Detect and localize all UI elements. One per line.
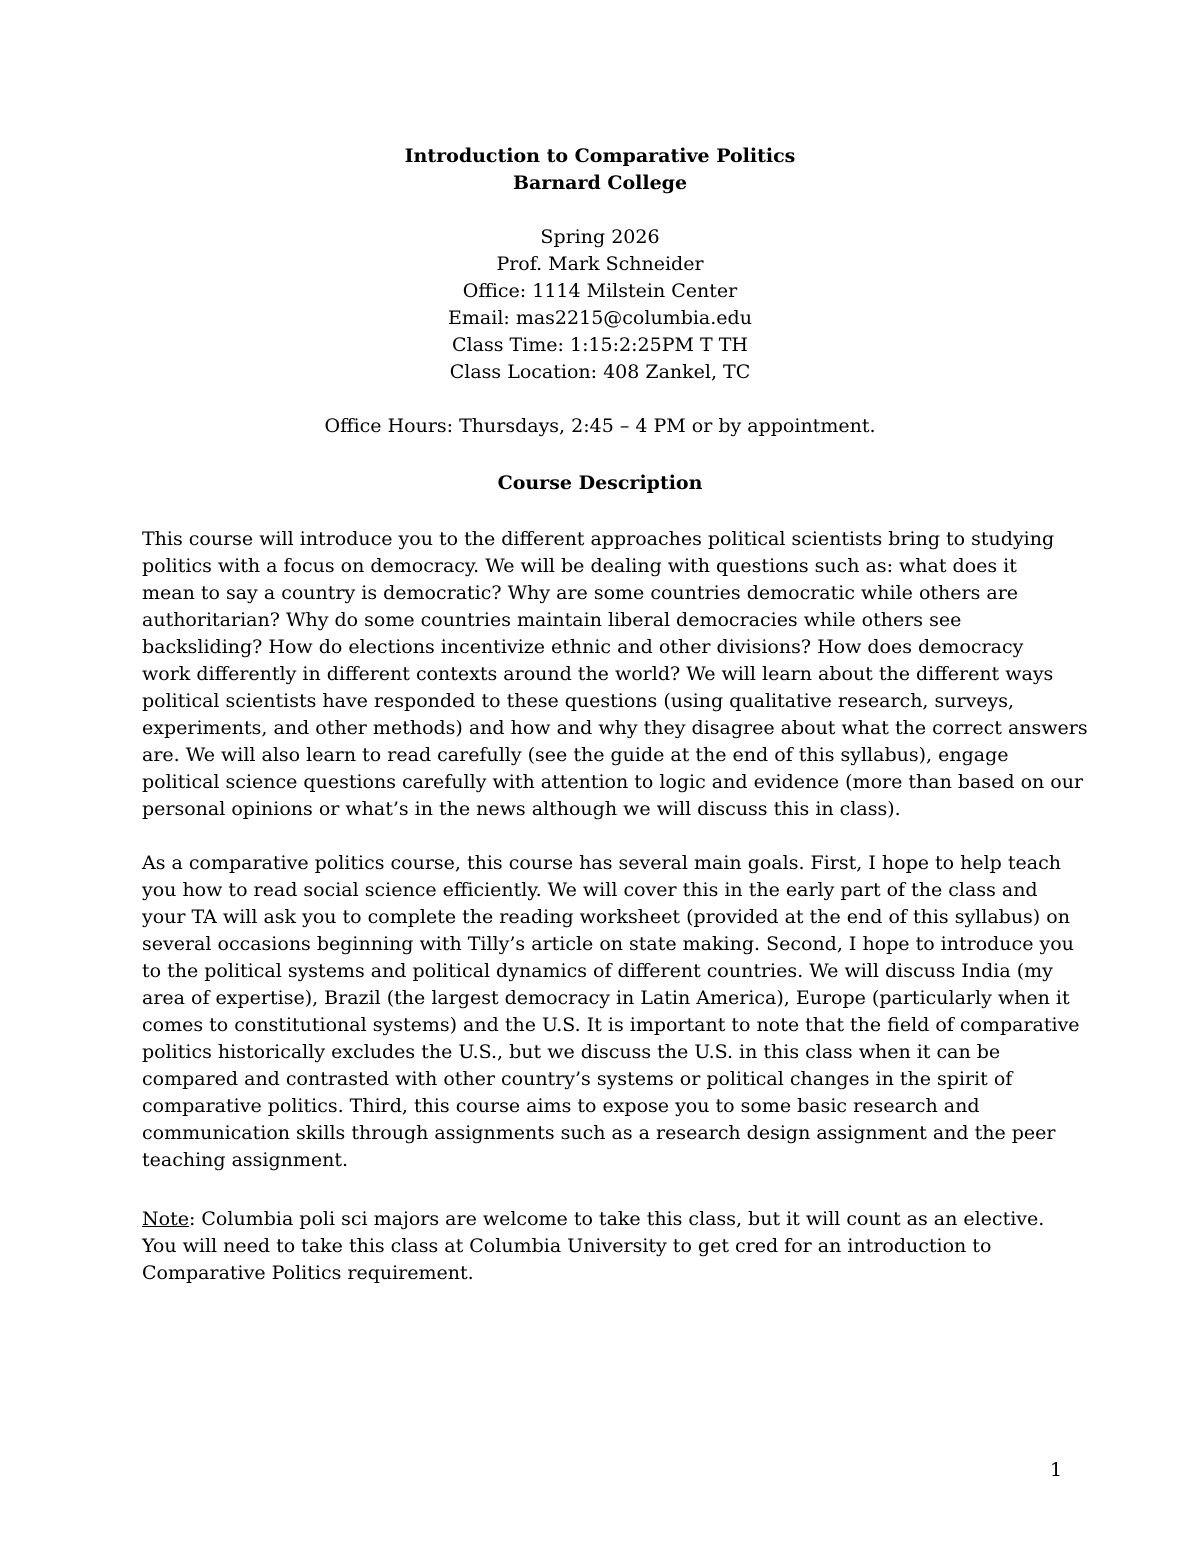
note-line-1-text: : Columbia poli sci majors are welcome to take this class, but it will count as an elective. bbox=[188, 1208, 1045, 1230]
paragraph-line: political scientists have responded to these questions (using qualitative research, surveys, bbox=[142, 690, 1015, 712]
page-number: 1 bbox=[1050, 1459, 1063, 1481]
note-label: Note bbox=[142, 1208, 189, 1230]
note-line-1 bbox=[142, 1206, 1062, 1233]
paragraph-line: political science questions carefully with attention to logic and evidence (more than based on our bbox=[142, 771, 1084, 793]
paragraph-line: you how to read social science efficiently. We will cover this in the early part of the class and bbox=[142, 879, 1038, 901]
description-paragraph-1 bbox=[142, 526, 1088, 823]
paragraph-line: politics with a focus on democracy. We will be dealing with questions such as: what does it bbox=[142, 555, 1017, 577]
paragraph-line: several occasions beginning with Tilly’s article on state making. Second, I hope to introduce you bbox=[142, 933, 1074, 955]
paragraph-line: As a comparative politics course, this course has several main goals. First, I hope to help teach bbox=[142, 852, 1061, 874]
paragraph-line: are. We will also learn to read carefully (see the guide at the end of this syllabus), engage bbox=[142, 744, 1009, 766]
paragraph-line: politics historically excludes the U.S., but we discuss the U.S. in this class when it can be bbox=[142, 1041, 1001, 1063]
professor: Prof. Mark Schneider bbox=[496, 253, 704, 275]
class-time: Class Time: 1:15:2:25PM T TH bbox=[452, 334, 748, 356]
course-description-heading: Course Description bbox=[497, 472, 703, 494]
paragraph-line: mean to say a country is democratic? Why are some countries democratic while others are bbox=[142, 582, 1019, 604]
course-info-block bbox=[0, 224, 1200, 386]
description-paragraph-2 bbox=[142, 850, 1080, 1174]
paragraph-line: teaching assignment. bbox=[142, 1149, 349, 1171]
term: Spring 2026 bbox=[540, 226, 660, 248]
paragraph-line: comparative politics. Third, this course aims to expose you to some basic research and bbox=[142, 1095, 980, 1117]
paragraph-line: authoritarian? Why do some countries maintain liberal democracies while others see bbox=[142, 609, 962, 631]
paragraph-line: personal opinions or what’s in the news although we will discuss this in class). bbox=[142, 798, 901, 820]
office: Office: 1114 Milstein Center bbox=[462, 280, 738, 302]
paragraph-line: comes to constitutional systems) and the U.S. It is important to note that the field of comparative bbox=[142, 1014, 1080, 1036]
class-location: Class Location: 408 Zankel, TC bbox=[449, 361, 751, 383]
paragraph-line: area of expertise), Brazil (the largest democracy in Latin America), Europe (particularly when it bbox=[142, 987, 1070, 1009]
office-hours: Office Hours: Thursdays, 2:45 – 4 PM or by appointment. bbox=[324, 415, 876, 437]
note-paragraph bbox=[142, 1206, 1062, 1287]
document-title-block bbox=[0, 143, 1200, 197]
note-line-3: Comparative Politics requirement. bbox=[142, 1262, 474, 1284]
paragraph-line: your TA will ask you to complete the reading worksheet (provided at the end of this syllabus) on bbox=[142, 906, 1070, 928]
college-name: Barnard College bbox=[512, 172, 688, 194]
note-line-2: You will need to take this class at Columbia University to get cred for an introduction to bbox=[142, 1235, 992, 1257]
email: Email: mas2215@columbia.edu bbox=[448, 307, 752, 329]
paragraph-line: backsliding? How do elections incentivize ethnic and other divisions? How does democracy bbox=[142, 636, 1024, 658]
paragraph-line: This course will introduce you to the different approaches political scientists bring to studying bbox=[142, 528, 1055, 550]
paragraph-line: work differently in different contexts around the world? We will learn about the different ways bbox=[142, 663, 1054, 685]
paragraph-line: to the political systems and political dynamics of different countries. We will discuss India (my bbox=[142, 960, 1053, 982]
paragraph-line: experiments, and other methods) and how and why they disagree about what the correct answers bbox=[142, 717, 1088, 739]
course-title: Introduction to Comparative Politics bbox=[404, 145, 796, 167]
paragraph-line: communication skills through assignments such as a research design assignment and the peer bbox=[142, 1122, 1056, 1144]
paragraph-line: compared and contrasted with other country’s systems or political changes in the spirit of bbox=[142, 1068, 1013, 1090]
